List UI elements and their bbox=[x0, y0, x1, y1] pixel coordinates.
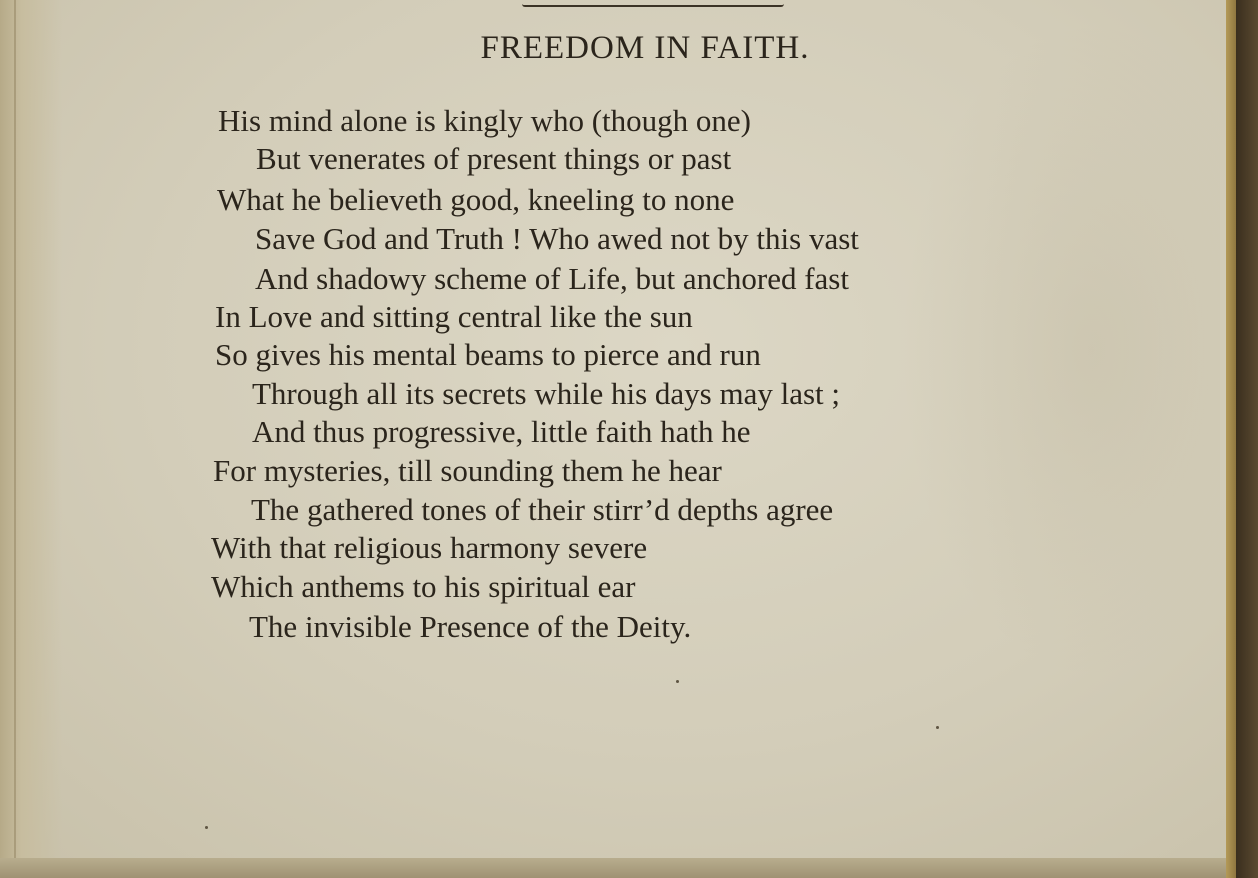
poem-line: The gathered tones of their stirr’d depths agree bbox=[251, 492, 834, 527]
poem-line: With that religious harmony severe bbox=[211, 530, 648, 565]
poem-line: His mind alone is kingly who (though one) bbox=[218, 103, 751, 138]
poem-line: Which anthems to his spiritual ear bbox=[211, 569, 636, 604]
paper-speck bbox=[676, 680, 679, 683]
poem-line: Save God and Truth ! Who awed not by this vast bbox=[255, 221, 859, 256]
poem-title: FREEDOM IN FAITH. bbox=[480, 30, 810, 66]
poem-line: Through all its secrets while his days may last ; bbox=[252, 376, 841, 411]
poem-line: In Love and sitting central like the sun bbox=[215, 299, 693, 334]
poem-line: But venerates of present things or past bbox=[256, 141, 732, 176]
poem-line: And thus progressive, little faith hath he bbox=[252, 414, 751, 449]
poem-line: And shadowy scheme of Life, but anchored fast bbox=[255, 261, 849, 296]
paper-speck bbox=[205, 826, 208, 829]
poem-line: The invisible Presence of the Deity. bbox=[249, 609, 692, 644]
poem-line: So gives his mental beams to pierce and run bbox=[215, 337, 761, 372]
poem-line: For mysteries, till sounding them he hear bbox=[213, 453, 722, 488]
poem-line: What he believeth good, kneeling to none bbox=[217, 182, 735, 217]
paper-speck bbox=[936, 726, 939, 729]
